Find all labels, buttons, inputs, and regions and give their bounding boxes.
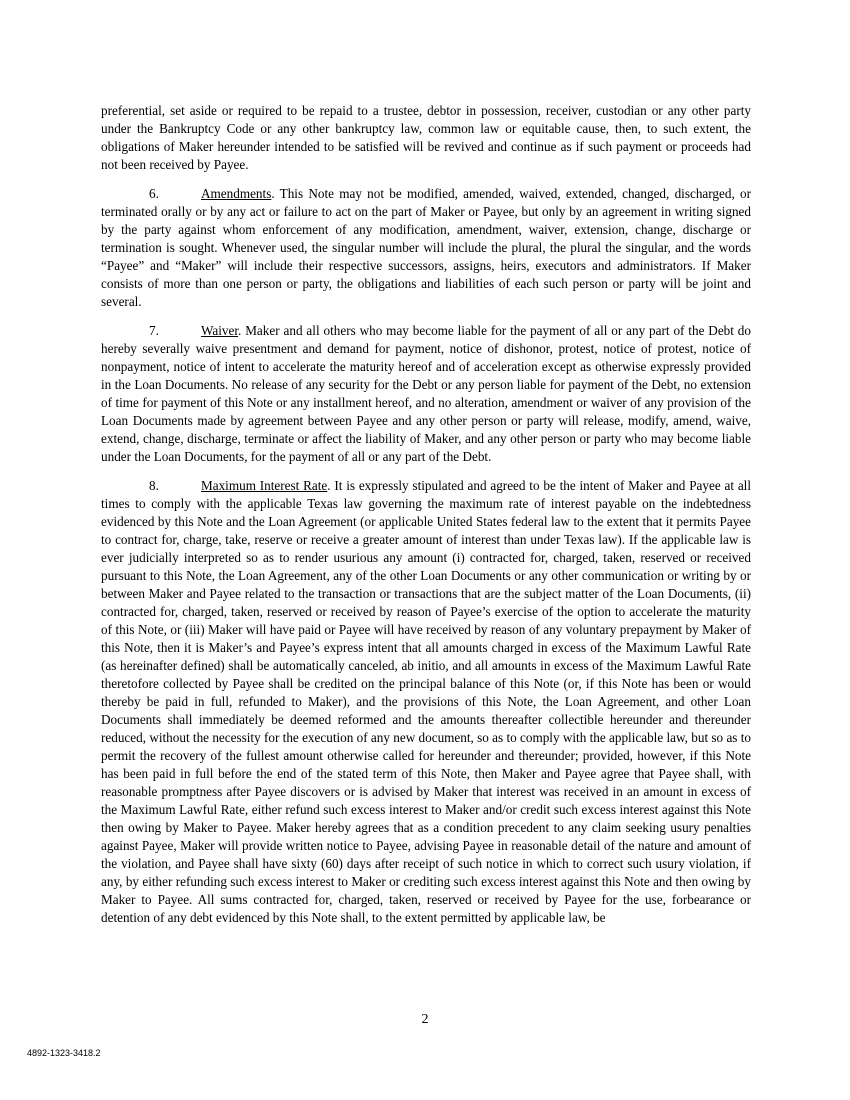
document-body [101, 102, 751, 938]
section-body: . It is expressly stipulated and agreed to be the intent of Maker and Payee at all times to comply with the applicable Texas law governing the maximum rate of interest payable on the indebtedness evidenced by this Note and the Loan Agreement (or applicable United States federal law to the extent that it permits Payee to contract for, charge, take, reserve or receive a greater amount of interest than under Texas law). If the applicable law is ever judicially interpreted so as to render usurious any amount (i) contracted for, charged, taken, reserved or received pursuant to this Note, the Loan Agreement, any of the other Loan Documents or any other communication or writing by or between Maker and Payee related to the transaction or transactions that are the subject matter of the Loan Documents, (ii) contracted for, charged, taken, reserved or received by reason of Payee’s exercise of the option to accelerate the maturity of this Note, or (iii) Maker will have paid or Payee will have received by reason of any voluntary prepayment by Maker of this Note, then it is Maker’s and Payee’s express intent that all amounts charged in excess of the Maximum Lawful Rate (as hereinafter defined) shall be automatically canceled, ab initio, and all amounts in excess of the Maximum Lawful Rate theretofore collected by Payee shall be credited on the principal balance of this Note (or, if this Note has been or would thereby be paid in full, refunded to Maker), and the provisions of this Note, the Loan Agreement, and other Loan Documents shall immediately be deemed reformed and the amounts thereafter collectible hereunder and thereunder reduced, without the necessity for the execution of any new document, so as to comply with the applicable law, but so as to permit the recovery of the fullest amount otherwise called for hereunder and thereunder; provided, however, if this Note has been paid in full before the end of the stated term of this Note, then Maker and Payee agree that Payee shall, with reasonable promptness after Payee discovers or is advised by Maker that interest was received in an amount in excess of the Maximum Lawful Rate, either refund such excess interest to Maker and/or credit such excess interest against this Note then owing by Maker to Payee. Maker hereby agrees that as a condition precedent to any claim seeking usury penalties against Payee, Maker will provide written notice to Payee, advising Payee in reasonable detail of the nature and amount of the violation, and Payee shall have sixty (60) days after receipt of such notice in which to correct such usury violation, if any, by either refunding such excess interest to Maker or crediting such excess interest against this Note and then owing by Maker to Payee. All sums contracted for, charged, taken, reserved or received by Payee for the use, forbearance or detention of any debt evidenced by this Note shall, to the extent permitted by applicable law, be [101, 478, 752, 925]
section-number: 8. [149, 478, 159, 493]
section-body: . This Note may not be modified, amended, waived, extended, changed, discharged, or terminated orally or by any act or failure to act on the part of Maker or Payee, but only by an agreement in writing signed by the party against whom enforcement of any modification, amendment, waiver, extension, change, discharge or termination is sought. Whenever used, the singular number will include the plural, the plural the singular, and the words “Payee” and “Maker” will include their respective successors, assigns, heirs, executors and administrators. If Maker consists of more than one person or party, the obligations and liabilities of each such person or party will be joint and several. [101, 186, 751, 309]
section-maximum-interest-rate [101, 477, 751, 927]
section-amendments [101, 185, 751, 311]
continuation-paragraph: preferential, set aside or required to be repaid to a trustee, debtor in possession, receiver, custodian or any other party under the Bankruptcy Code or any other bankruptcy law, common law or equitable cause, then, to such extent, the obligations of Maker hereunder intended to be satisfied will be revived and continue as if such payment or proceeds had not been received by Payee. [101, 103, 751, 172]
section-heading: Maximum Interest Rate [201, 478, 328, 493]
document-id: 4892-1323-3418.2 [27, 1048, 101, 1058]
section-waiver [101, 322, 751, 466]
section-body: . Maker and all others who may become liable for the payment of all or any part of the Debt do hereby severally waive presentment and demand for payment, notice of dishonor, protest, notice of protest, notice of nonpayment, notice of intent to accelerate the maturity hereof and of acceleration except as otherwise expressly provided in the Loan Documents. No release of any security for the Debt or any person liable for payment of the Debt, no extension of time for payment of this Note or any installment hereof, and no alteration, amendment or waiver of any provision of the Loan Documents made by agreement between Payee and any other person or party will release, modify, amend, waive, extend, change, discharge, terminate or affect the liability of Maker, and any other person or party who may become liable under the Loan Documents, for the payment of all or any part of the Debt. [101, 323, 751, 464]
section-heading: Waiver [201, 323, 239, 338]
section-number: 6. [149, 186, 159, 201]
section-number: 7. [149, 323, 159, 338]
section-heading: Amendments [201, 186, 272, 201]
page-number: 2 [421, 1012, 429, 1027]
